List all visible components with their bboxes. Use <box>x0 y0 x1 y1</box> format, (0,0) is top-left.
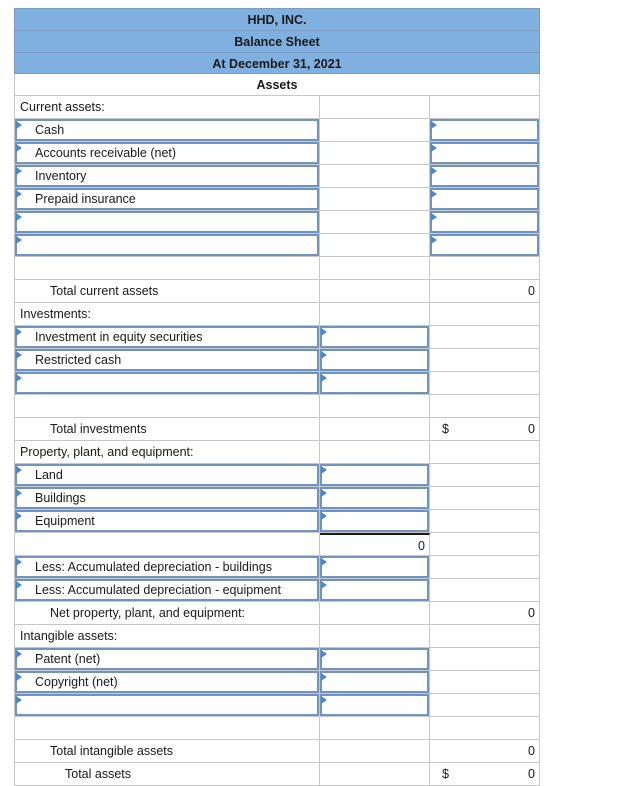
dropdown-flag-icon <box>321 581 327 589</box>
row-label-text: Investment in equity securities <box>35 330 203 344</box>
detail-amount <box>320 625 430 648</box>
total-amount-input[interactable] <box>430 211 540 234</box>
detail-amount <box>320 418 430 441</box>
table-row <box>14 234 540 257</box>
dropdown-flag-icon <box>16 581 22 589</box>
row-label-text: Accounts receivable (net) <box>35 146 177 160</box>
table-row <box>14 763 540 786</box>
detail-amount-input[interactable] <box>320 349 430 372</box>
account-label-input[interactable] <box>14 694 320 717</box>
detail-amount-input[interactable] <box>320 579 430 602</box>
dropdown-flag-icon <box>16 466 22 474</box>
dropdown-flag-icon <box>16 512 22 520</box>
total-amount <box>430 556 540 579</box>
detail-amount <box>320 211 430 234</box>
row-label-text: Copyright (net) <box>35 675 118 689</box>
detail-amount-input[interactable] <box>320 487 430 510</box>
dropdown-flag-icon <box>16 328 22 336</box>
row-label-text: Patent (net) <box>35 652 101 666</box>
detail-amount <box>320 142 430 165</box>
account-label-input[interactable] <box>14 487 320 510</box>
dropdown-flag-icon <box>16 558 22 566</box>
total-amount <box>430 740 540 763</box>
account-label-input[interactable] <box>14 372 320 395</box>
total-amount-input[interactable] <box>430 234 540 257</box>
dropdown-flag-icon <box>16 121 22 129</box>
row-label-text: Total investments <box>50 422 147 436</box>
dropdown-flag-icon <box>431 144 437 152</box>
table-row <box>14 464 540 487</box>
detail-amount-input[interactable] <box>320 556 430 579</box>
total-amount <box>430 303 540 326</box>
table-row <box>14 648 540 671</box>
row-label-text: Land <box>35 468 63 482</box>
dropdown-flag-icon <box>16 650 22 658</box>
table-row <box>14 349 540 372</box>
table-row <box>14 441 540 464</box>
balance-sheet <box>14 8 540 786</box>
table-row <box>14 533 540 556</box>
company-name: HHD, INC. <box>14 8 540 30</box>
dropdown-flag-icon <box>16 696 22 704</box>
total-amount-value: 0 <box>528 284 535 298</box>
row-label-text: Current assets: <box>20 100 105 114</box>
total-amount-value: 0 <box>528 422 535 436</box>
dropdown-flag-icon <box>431 121 437 129</box>
total-amount-value: 0 <box>528 767 535 781</box>
total-amount <box>430 717 540 740</box>
row-label-text: Inventory <box>35 169 87 183</box>
total-amount <box>430 533 540 556</box>
dropdown-flag-icon <box>321 374 327 382</box>
table-row <box>14 96 540 119</box>
detail-amount <box>320 395 430 418</box>
detail-amount <box>320 119 430 142</box>
total-amount-input[interactable] <box>430 142 540 165</box>
total-amount <box>430 349 540 372</box>
dropdown-flag-icon <box>321 466 327 474</box>
account-label-input[interactable] <box>14 142 320 165</box>
detail-amount-input[interactable] <box>320 464 430 487</box>
total-amount <box>430 694 540 717</box>
detail-amount-input[interactable] <box>320 694 430 717</box>
table-row <box>14 602 540 625</box>
dropdown-flag-icon <box>431 236 437 244</box>
statement-date: At December 31, 2021 <box>14 52 540 74</box>
total-amount <box>430 602 540 625</box>
total-amount <box>430 579 540 602</box>
detail-amount-input[interactable] <box>320 648 430 671</box>
account-label-input[interactable] <box>14 349 320 372</box>
row-label <box>14 257 320 280</box>
table-row <box>14 694 540 717</box>
row-label <box>14 740 320 763</box>
total-amount <box>430 257 540 280</box>
total-amount <box>430 648 540 671</box>
detail-amount <box>320 188 430 211</box>
total-amount <box>430 326 540 349</box>
table-row <box>14 165 540 188</box>
account-label-input[interactable] <box>14 211 320 234</box>
table-row <box>14 303 540 326</box>
detail-amount-input[interactable] <box>320 671 430 694</box>
row-label-text: Net property, plant, and equipment: <box>50 606 246 620</box>
dropdown-flag-icon <box>16 489 22 497</box>
total-amount <box>430 510 540 533</box>
dropdown-flag-icon <box>321 328 327 336</box>
detail-amount <box>320 234 430 257</box>
total-amount <box>430 763 540 786</box>
currency-symbol: $ <box>442 422 449 436</box>
detail-amount <box>320 740 430 763</box>
dropdown-flag-icon <box>321 489 327 497</box>
detail-amount <box>320 441 430 464</box>
row-label-text: Equipment <box>35 514 95 528</box>
row-label-text: Investments: <box>20 307 91 321</box>
total-amount <box>430 96 540 119</box>
detail-amount <box>320 602 430 625</box>
detail-amount <box>320 717 430 740</box>
account-label-input[interactable] <box>14 165 320 188</box>
row-label-text: Buildings <box>35 491 86 505</box>
row-label <box>14 395 320 418</box>
table-row <box>14 257 540 280</box>
total-amount-value: 0 <box>528 606 535 620</box>
table-row <box>14 372 540 395</box>
detail-amount-input[interactable] <box>320 326 430 349</box>
table-row <box>14 556 540 579</box>
row-label <box>14 280 320 303</box>
total-amount-input[interactable] <box>430 165 540 188</box>
total-amount-input[interactable] <box>430 119 540 142</box>
table-row <box>14 188 540 211</box>
table-row <box>14 487 540 510</box>
row-label-text: Total current assets <box>50 284 159 298</box>
detail-amount <box>320 257 430 280</box>
dropdown-flag-icon <box>431 190 437 198</box>
dropdown-flag-icon <box>431 213 437 221</box>
table-row <box>14 418 540 441</box>
table-row <box>14 211 540 234</box>
total-amount <box>430 671 540 694</box>
dropdown-flag-icon <box>321 696 327 704</box>
row-label <box>14 625 320 648</box>
detail-amount-input[interactable] <box>320 372 430 395</box>
total-amount-input[interactable] <box>430 188 540 211</box>
dropdown-flag-icon <box>321 512 327 520</box>
detail-amount <box>320 763 430 786</box>
row-label-text: Prepaid insurance <box>35 192 136 206</box>
dropdown-flag-icon <box>321 650 327 658</box>
total-amount <box>430 487 540 510</box>
dropdown-flag-icon <box>321 558 327 566</box>
table-row <box>14 142 540 165</box>
total-amount <box>430 625 540 648</box>
row-label <box>14 533 320 556</box>
row-label-text: Cash <box>35 123 65 137</box>
table-row <box>14 740 540 763</box>
table-row <box>14 625 540 648</box>
detail-amount <box>320 533 430 556</box>
account-label-input[interactable] <box>14 671 320 694</box>
table-row <box>14 395 540 418</box>
account-label-input[interactable] <box>14 326 320 349</box>
dropdown-flag-icon <box>431 167 437 175</box>
total-amount <box>430 372 540 395</box>
total-amount <box>430 280 540 303</box>
account-label-input[interactable] <box>14 119 320 142</box>
dropdown-flag-icon <box>16 673 22 681</box>
account-label-input[interactable] <box>14 579 320 602</box>
dropdown-flag-icon <box>16 190 22 198</box>
row-label <box>14 418 320 441</box>
row-label-text: Less: Accumulated depreciation - equipment <box>35 583 281 597</box>
table-row <box>14 510 540 533</box>
row-label-text: Restricted cash <box>35 353 122 367</box>
row-label-text: Intangible assets: <box>20 629 118 643</box>
row-label <box>14 602 320 625</box>
dropdown-flag-icon <box>16 213 22 221</box>
currency-symbol: $ <box>442 767 449 781</box>
balance-sheet-rows <box>14 96 540 786</box>
dropdown-flag-icon <box>321 673 327 681</box>
detail-amount-value: 0 <box>418 539 425 553</box>
section-heading-assets: Assets <box>14 74 540 96</box>
table-row <box>14 671 540 694</box>
dropdown-flag-icon <box>16 236 22 244</box>
dropdown-flag-icon <box>16 374 22 382</box>
row-label-text: Total intangible assets <box>50 744 173 758</box>
table-row <box>14 119 540 142</box>
row-label <box>14 96 320 119</box>
account-label-input[interactable] <box>14 510 320 533</box>
row-label <box>14 717 320 740</box>
detail-amount <box>320 280 430 303</box>
account-label-input[interactable] <box>14 234 320 257</box>
detail-amount <box>320 165 430 188</box>
detail-amount <box>320 96 430 119</box>
account-label-input[interactable] <box>14 464 320 487</box>
account-label-input[interactable] <box>14 556 320 579</box>
statement-title: Balance Sheet <box>14 30 540 52</box>
total-amount <box>430 395 540 418</box>
row-label-text: Less: Accumulated depreciation - buildings <box>35 560 272 574</box>
table-row <box>14 326 540 349</box>
total-amount <box>430 441 540 464</box>
dropdown-flag-icon <box>16 144 22 152</box>
row-label-text: Property, plant, and equipment: <box>20 445 194 459</box>
table-row <box>14 280 540 303</box>
total-amount <box>430 464 540 487</box>
detail-amount <box>320 303 430 326</box>
table-row <box>14 579 540 602</box>
row-label <box>14 441 320 464</box>
account-label-input[interactable] <box>14 188 320 211</box>
row-label <box>14 303 320 326</box>
detail-amount-input[interactable] <box>320 510 430 533</box>
total-amount-value: 0 <box>528 744 535 758</box>
total-amount <box>430 418 540 441</box>
dropdown-flag-icon <box>16 167 22 175</box>
account-label-input[interactable] <box>14 648 320 671</box>
dropdown-flag-icon <box>321 351 327 359</box>
table-row <box>14 717 540 740</box>
row-label <box>14 763 320 786</box>
row-label-text: Total assets <box>65 767 132 781</box>
dropdown-flag-icon <box>16 351 22 359</box>
